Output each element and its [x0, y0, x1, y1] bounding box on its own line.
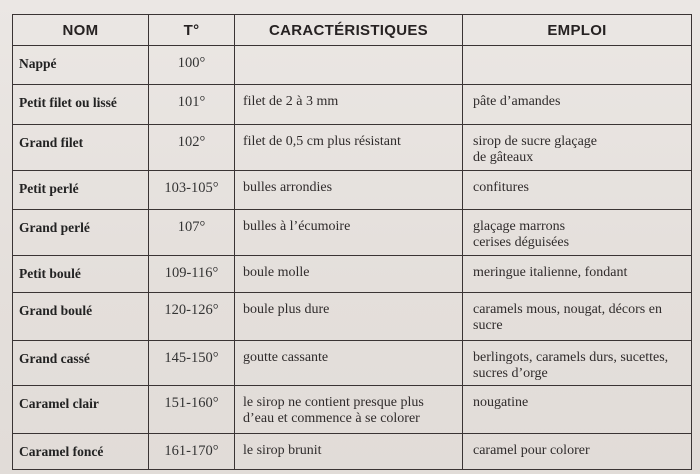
cell-temp: 120-126°: [149, 293, 235, 341]
cell-emploi: meringue italienne, fondant: [463, 256, 692, 293]
cell-nom: Grand boulé: [13, 293, 149, 341]
cell-emploi-text: sirop de sucre glaçage de gâteaux: [473, 134, 597, 165]
table-row: [13, 171, 692, 210]
header-emploi: EMPLOI: [463, 15, 692, 46]
cell-emploi: berlingots, caramels durs, sucettes, sucres d’orge: [463, 341, 692, 386]
cell-caracteristiques: filet de 0,5 cm plus résistant: [235, 125, 463, 171]
cell-emploi: nougatine: [463, 386, 692, 434]
cell-nom: Grand filet: [13, 125, 149, 171]
cell-nom: Grand perlé: [13, 210, 149, 256]
table-row: [13, 341, 692, 386]
cell-emploi: caramel pour colorer: [463, 434, 692, 470]
cell-emploi: [463, 125, 692, 171]
cell-nom: Caramel clair: [13, 386, 149, 434]
table-row: [13, 85, 692, 125]
cell-emploi: [463, 210, 692, 256]
cell-caracteristiques: goutte cassante: [235, 341, 463, 386]
cell-caracteristiques: bulles à l’écumoire: [235, 210, 463, 256]
cell-caracteristiques: filet de 2 à 3 mm: [235, 85, 463, 125]
table-row: [13, 210, 692, 256]
header-temperature: T°: [149, 15, 235, 46]
cell-caracteristiques: bulles arrondies: [235, 171, 463, 210]
table-row: [13, 386, 692, 434]
cell-nom: Petit perlé: [13, 171, 149, 210]
cell-emploi: caramels mous, nougat, décors en sucre: [463, 293, 692, 341]
cell-temp: 101°: [149, 85, 235, 125]
cell-temp: 107°: [149, 210, 235, 256]
table-row: [13, 434, 692, 470]
cell-temp: 145-150°: [149, 341, 235, 386]
header-caracteristiques: CARACTÉRISTIQUES: [235, 15, 463, 46]
cell-temp: 102°: [149, 125, 235, 171]
table-row: [13, 46, 692, 85]
table-header-row: [13, 15, 692, 46]
header-nom: NOM: [13, 15, 149, 46]
table-row: [13, 125, 692, 171]
cell-emploi: pâte d’amandes: [463, 85, 692, 125]
cell-caracteristiques: [235, 46, 463, 85]
cell-temp: 151-160°: [149, 386, 235, 434]
cell-nom: Petit filet ou lissé: [13, 85, 149, 125]
cell-caracteristiques: le sirop ne contient presque plus d’eau et commence à se colorer: [235, 386, 463, 434]
cell-caracteristiques: le sirop brunit: [235, 434, 463, 470]
cell-nom: Grand cassé: [13, 341, 149, 386]
cell-temp: 103-105°: [149, 171, 235, 210]
cell-temp: 109-116°: [149, 256, 235, 293]
cell-caracteristiques: boule plus dure: [235, 293, 463, 341]
cell-nom: Nappé: [13, 46, 149, 85]
cell-emploi-text: glaçage marrons cerises déguisées: [473, 219, 570, 250]
table-row: [13, 293, 692, 341]
table-row: [13, 256, 692, 293]
cell-emploi: [463, 46, 692, 85]
cell-temp: 100°: [149, 46, 235, 85]
cell-nom: Caramel foncé: [13, 434, 149, 470]
sugar-cooking-table: [12, 14, 692, 470]
cell-emploi: confitures: [463, 171, 692, 210]
cell-nom: Petit boulé: [13, 256, 149, 293]
cell-caracteristiques: boule molle: [235, 256, 463, 293]
cell-temp: 161-170°: [149, 434, 235, 470]
